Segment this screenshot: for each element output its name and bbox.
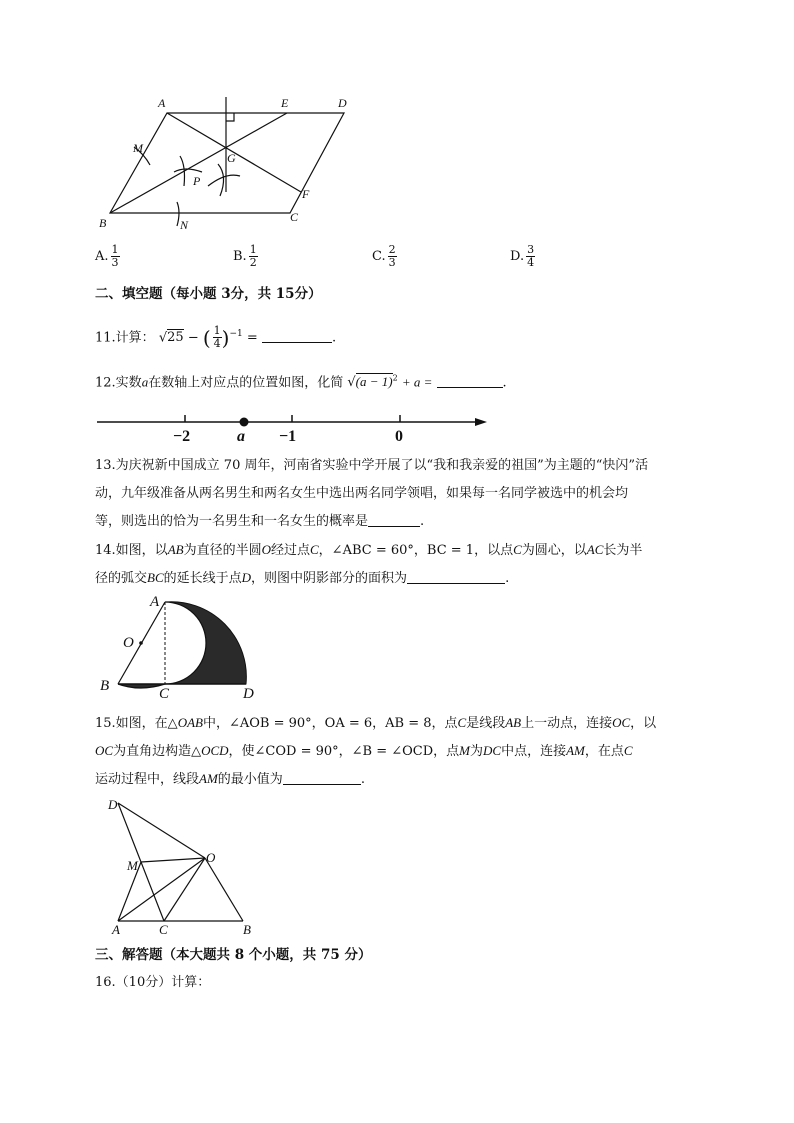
- q12-answer-blank[interactable]: [437, 373, 503, 388]
- arc-p2: [174, 169, 202, 172]
- q12-plus: + a =: [401, 374, 433, 390]
- section-3-heading: 三、解答题（本大题共 8 个小题，共 75 分）: [95, 947, 372, 963]
- option-fraction: $\frac{3}{4}$: [527, 243, 535, 269]
- arc-g1: [218, 164, 224, 196]
- q13-line-3: 等，则选出的恰为一名男生和一名女生的概率是 .: [95, 514, 425, 529]
- q15-line-3: 运动过程中，线段AM的最小值为 .: [95, 771, 365, 787]
- option-letter: D.: [510, 249, 525, 264]
- q10-figure: [90, 92, 370, 237]
- label-g: G: [227, 151, 236, 165]
- option-fraction: $\frac{1}{2}$: [249, 243, 257, 269]
- label-b: B: [243, 922, 251, 937]
- option-fraction: $\frac{1}{3}$: [111, 243, 119, 269]
- segment-oc: [164, 858, 205, 921]
- option-fraction: $\frac{2}{3}$: [388, 243, 396, 269]
- q14-answer-blank[interactable]: [407, 569, 505, 584]
- q16: 16.（10分）计算：: [95, 975, 211, 990]
- axis-arrow: [475, 418, 487, 426]
- label-c: C: [159, 922, 168, 937]
- q12-middle: 在数轴上对应点的位置如图，化简: [148, 375, 344, 391]
- label-d: D: [108, 797, 118, 812]
- q12-sqrt: $√(a - 1)^2$: [347, 374, 398, 391]
- label-b: B: [99, 216, 107, 230]
- q12: [95, 369, 507, 393]
- q14-line-1: 14.如图，以AB为直径的半圆O经过点C，∠ABC = 60°，BC = 1，以点C为圆心，以AC长为半: [95, 542, 643, 558]
- label-o: O: [123, 635, 134, 651]
- q13-answer-blank[interactable]: [368, 512, 420, 527]
- center-o: [139, 641, 143, 645]
- q11-end: .: [331, 330, 337, 346]
- label-f: F: [302, 187, 310, 201]
- q15-line-2: OC为直角边构造△OCD，使∠COD = 90°，∠B = ∠OCD，点M为DC中点，连接AM，在点C: [95, 743, 633, 759]
- tick-label-a: a: [237, 428, 245, 445]
- q13-line-2: 动，九年级准备从两名男生和两名女生中选出两名同学领唱，如果每一名同学被选中的机会均: [95, 486, 629, 501]
- q11-answer-blank[interactable]: [262, 328, 332, 343]
- q11-paren-fraction: (: [202, 325, 211, 350]
- q10-option-c: [372, 244, 397, 269]
- option-letter: C.: [372, 249, 386, 264]
- label-a: A: [158, 96, 166, 110]
- q11-prefix: 11.计算：: [95, 330, 155, 346]
- q10-option-a: [95, 244, 120, 269]
- tick-label-0: 0: [395, 428, 403, 445]
- q11-equals: =: [246, 330, 258, 346]
- q14-line-2: 径的弧交BC的延长线于点D，则图中阴影部分的面积为 .: [95, 570, 510, 586]
- label-o: O: [206, 850, 216, 865]
- q10-option-d: [510, 244, 535, 269]
- q12-prefix: 12.实数: [95, 375, 142, 391]
- q11-sqrt: √25: [158, 330, 184, 346]
- q12-end: .: [502, 375, 507, 391]
- segment-do: [118, 803, 205, 858]
- tick-label-neg1: −1: [279, 428, 297, 445]
- segment-mo: [141, 858, 205, 862]
- section-2-heading: 二、填空题（每小题 3分，共 15分）: [95, 286, 322, 302]
- q12-var-a: a: [141, 374, 149, 390]
- q13-line-1: 13.为庆祝新中国成立 70 周年，河南省实验中学开展了以“我和我亲爱的祖国”为主题的“快闪”活: [95, 458, 649, 473]
- tick-label-neg2: −2: [173, 428, 191, 445]
- q15-answer-blank[interactable]: [283, 770, 361, 785]
- label-m: M: [133, 141, 143, 155]
- label-c: C: [290, 210, 299, 224]
- label-p: P: [193, 174, 201, 188]
- arc-n: [177, 202, 179, 226]
- label-d: D: [243, 686, 254, 702]
- right-angle-mark: [226, 113, 234, 121]
- q11-fraction: $\frac{1}{4}$: [213, 324, 221, 351]
- arc-p1: [180, 156, 185, 186]
- q15-line-1: 15.如图，在△OAB中，∠AOB = 90°，OA = 6，AB = 8，点C是线段AB上一动点，连接OC，以: [95, 715, 657, 731]
- q14-figure: [95, 592, 270, 704]
- label-d: D: [338, 96, 347, 110]
- label-m: M: [127, 858, 138, 873]
- option-letter: A.: [95, 249, 109, 264]
- label-e: E: [281, 96, 289, 110]
- q11: 11.计算： √25 − ( $\frac{1}{4}$ )$^{-1}$ = .: [95, 324, 337, 351]
- label-n: N: [180, 218, 189, 232]
- q10-option-b: [233, 244, 258, 269]
- label-a: A: [150, 594, 160, 610]
- label-a: A: [112, 922, 120, 937]
- option-letter: B.: [233, 249, 247, 264]
- line-b-e: [110, 113, 287, 213]
- label-c: C: [159, 686, 170, 702]
- q12-number-line: [95, 405, 495, 445]
- point-a: [240, 418, 249, 427]
- segment-ob: [205, 858, 243, 921]
- q11-minus: −: [187, 330, 199, 346]
- q11-exponent: −1: [229, 329, 243, 339]
- label-b: B: [100, 678, 110, 694]
- q15-figure: [98, 795, 263, 937]
